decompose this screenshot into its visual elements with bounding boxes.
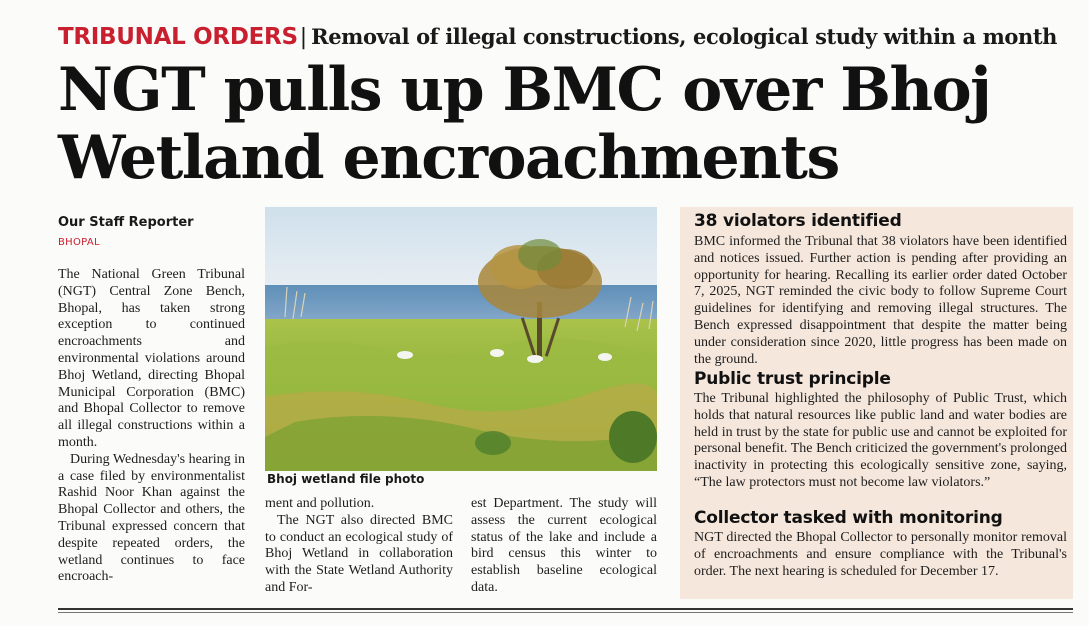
sidebar-heading: Public trust principle: [694, 369, 891, 389]
sidebar-heading: 38 violators identified: [694, 211, 902, 231]
dateline: BHOPAL: [58, 237, 100, 248]
wetland-photo: [265, 207, 657, 471]
bottom-rule: [58, 608, 1073, 610]
headline: NGT pulls up BMC over Bhoj Wetland encroachments: [58, 55, 991, 193]
body-paragraph: During Wednesday's hearing in a case filed by environmentalist Rashid Noor Khan against the Bhopal Collector and others, the Tribunal expressed concern that despite repeated orders, the wetland continues to face encroach-: [58, 451, 245, 585]
body-paragraph: est Department. The study will assess the current ecological status of the lake and include a bird census this winter to establish baseline ecological data.: [471, 496, 657, 595]
subheadline: Removal of illegal constructions, ecological study within a month: [311, 24, 1058, 49]
body-column-3: [471, 496, 657, 597]
kicker-line: [58, 22, 1078, 52]
body-paragraph: The NGT also directed BMC to conduct an ecological study of Bhoj Wetland in collaboration with the State Wetland Authority and For-: [265, 512, 453, 595]
body-paragraph: The National Green Tribunal (NGT) Central Zone Bench, Bhopal, has taken strong exception to continued encroachments and environmental violations around Bhoj Wetland, directing Bhopal Municipal Corporation (BMC) and Bhopal Collector to remove all illegal constructions within a month.: [58, 267, 245, 450]
sidebar-heading: Collector tasked with monitoring: [694, 508, 1003, 528]
kicker-separator: |: [299, 25, 308, 50]
body-column-2: [265, 496, 453, 597]
sidebar-text: BMC informed the Tribunal that 38 violators have been identified and notices issued. Further action is pending after providing an opportunity for hearing. Recalling its earlier order dated October 7, 2025, NGT reminded the civic body to follow Supreme Court guidelines for identifying and removing illegal structures. The Bench expressed disappointment that despite the matter being under consideration since 2020, little progress has been made on the ground.: [694, 234, 1067, 367]
sidebar-box: [680, 207, 1073, 599]
bottom-rule-thin: [58, 612, 1073, 613]
section-label: TRIBUNAL ORDERS: [58, 24, 298, 50]
sidebar-text: NGT directed the Bhopal Collector to personally monitor removal of encroachments and ensure compliance with the Tribunal's order. The next hearing is scheduled for December 17.: [694, 530, 1067, 579]
body-column-1: [58, 267, 245, 586]
wetland-photo-illustration: [265, 207, 657, 471]
sidebar-text: The Tribunal highlighted the philosophy of Public Trust, which holds that natural resources like public land and water bodies are held in trust by the state for public use and cannot be exploited for personal benefit. The Bench criticized the government's prolonged inactivity in protecting this ecologically sensitive zone, saying, “The law protectors must not become law violators.”: [694, 391, 1067, 490]
byline: Our Staff Reporter: [58, 215, 194, 230]
body-paragraph: ment and pollution.: [265, 496, 375, 511]
photo-caption: Bhoj wetland file photo: [267, 472, 425, 486]
